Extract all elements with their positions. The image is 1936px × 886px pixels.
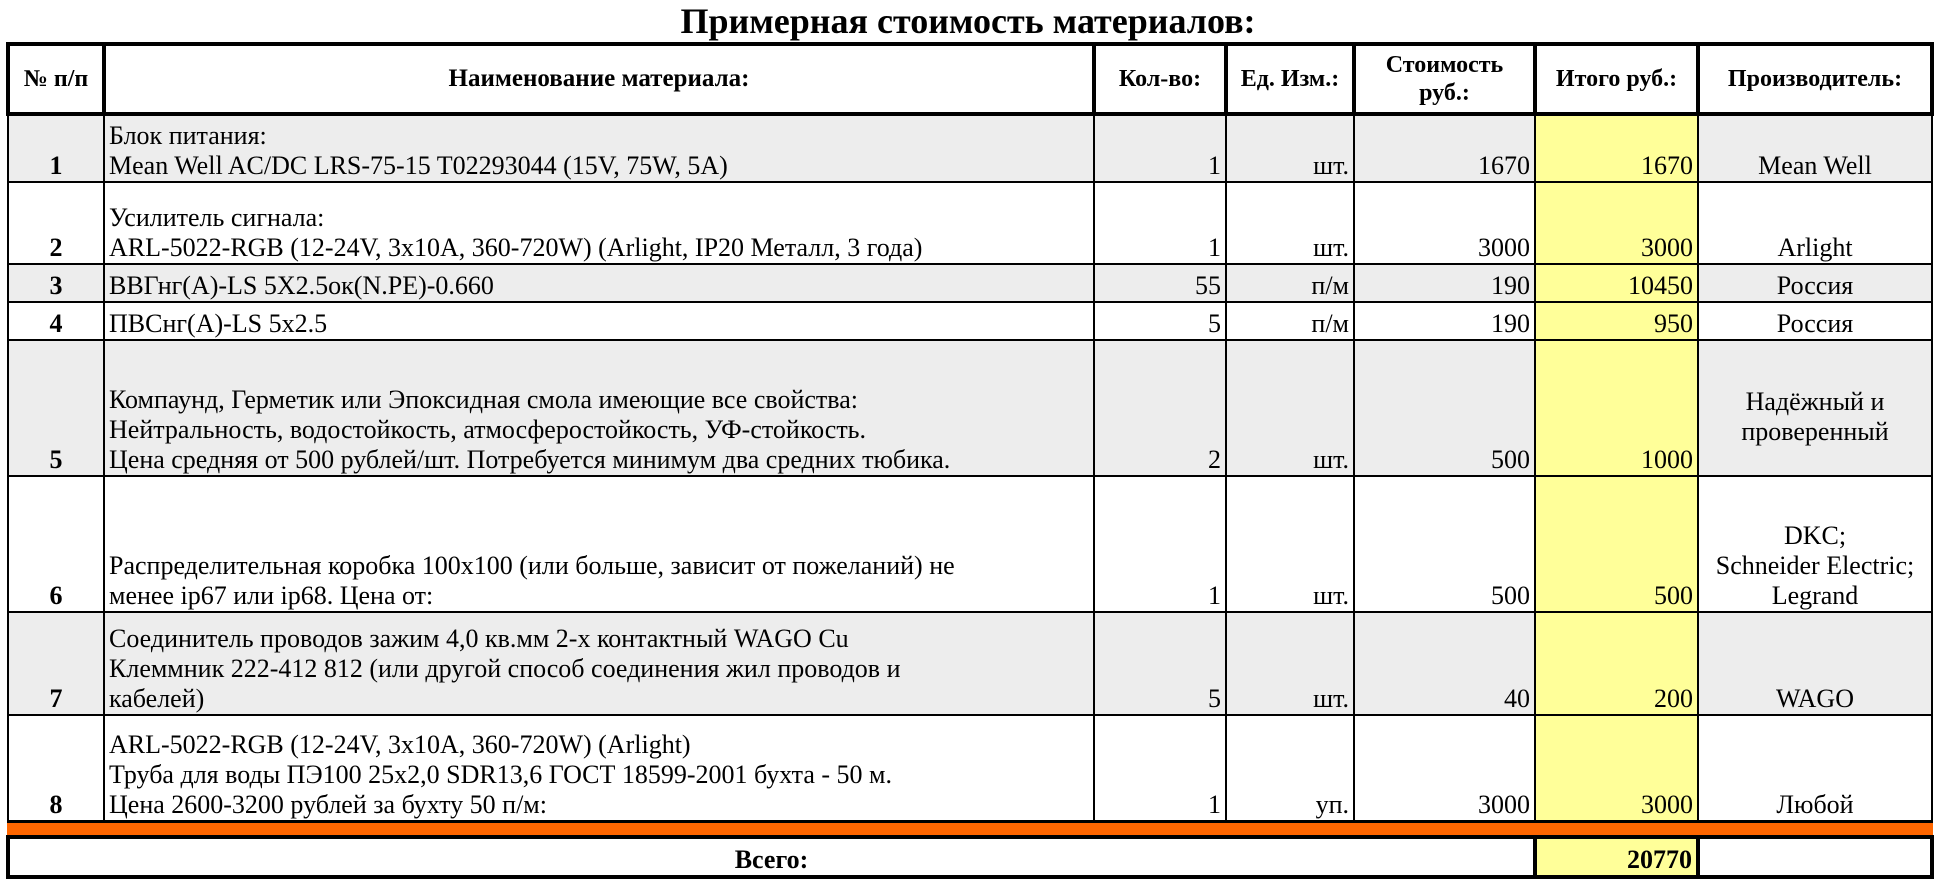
cell-num: 3 bbox=[8, 264, 104, 302]
cell-total: 500 bbox=[1535, 476, 1698, 612]
cell-price: 1670 bbox=[1354, 114, 1535, 182]
cell-price: 3000 bbox=[1354, 715, 1535, 821]
header-maker: Производитель: bbox=[1698, 44, 1932, 114]
header-unit: Ед. Изм.: bbox=[1226, 44, 1354, 114]
cell-qty: 5 bbox=[1094, 612, 1226, 715]
cell-name: Компаунд, Герметик или Эпоксидная смола имеющие все свойства: Нейтральность, водостойкость, атмосферостойкость, УФ-стойкость. Цена средняя от 500 рублей/шт. Потребуется минимум два средних тюбика. bbox=[104, 340, 1094, 476]
cell-name: Блок питания: Mean Well AC/DC LRS-75-15 T02293044 (15V, 75W, 5A) bbox=[104, 114, 1094, 182]
cell-unit: уп. bbox=[1226, 715, 1354, 821]
cell-total: 10450 bbox=[1535, 264, 1698, 302]
cell-price: 500 bbox=[1354, 340, 1535, 476]
page-title: Примерная стоимость материалов: bbox=[680, 1, 1256, 41]
cell-num: 6 bbox=[8, 476, 104, 612]
cell-unit: шт. bbox=[1226, 182, 1354, 264]
cell-num: 7 bbox=[8, 612, 104, 715]
cell-num: 8 bbox=[8, 715, 104, 821]
cell-price: 3000 bbox=[1354, 182, 1535, 264]
cell-total: 3000 bbox=[1535, 715, 1698, 821]
cell-price: 40 bbox=[1354, 612, 1535, 715]
cell-qty: 1 bbox=[1094, 476, 1226, 612]
table-row bbox=[8, 114, 1932, 182]
cell-total: 950 bbox=[1535, 302, 1698, 340]
cell-qty: 1 bbox=[1094, 114, 1226, 182]
cell-name: ВВГнг(А)-LS 5Х2.5ок(N.PE)-0.660 bbox=[104, 264, 1094, 302]
cell-total: 1000 bbox=[1535, 340, 1698, 476]
cell-maker: DKC; Schneider Electric; Legrand bbox=[1698, 476, 1932, 612]
total-empty-cell bbox=[1698, 837, 1932, 877]
cell-maker: Россия bbox=[1698, 264, 1932, 302]
separator-bar bbox=[8, 821, 1932, 837]
cell-qty: 1 bbox=[1094, 182, 1226, 264]
cell-unit: шт. bbox=[1226, 114, 1354, 182]
cell-name: Соединитель проводов зажим 4,0 кв.мм 2-х контактный WAGO Cu Клеммник 222-412 812 (или другой способ соединения жил проводов и кабелей) bbox=[104, 612, 1094, 715]
cell-unit: шт. bbox=[1226, 612, 1354, 715]
cell-total: 1670 bbox=[1535, 114, 1698, 182]
cell-price: 500 bbox=[1354, 476, 1535, 612]
cell-maker: Россия bbox=[1698, 302, 1932, 340]
cell-unit: п/м bbox=[1226, 302, 1354, 340]
cell-num: 2 bbox=[8, 182, 104, 264]
cell-price: 190 bbox=[1354, 302, 1535, 340]
cell-unit: шт. bbox=[1226, 340, 1354, 476]
table-row bbox=[8, 302, 1932, 340]
cell-num: 4 bbox=[8, 302, 104, 340]
cell-unit: шт. bbox=[1226, 476, 1354, 612]
cell-num: 5 bbox=[8, 340, 104, 476]
table-row bbox=[8, 182, 1932, 264]
cell-maker: Любой bbox=[1698, 715, 1932, 821]
cell-qty: 5 bbox=[1094, 302, 1226, 340]
cell-maker: WAGO bbox=[1698, 612, 1932, 715]
cell-name: ПВСнг(А)-LS 5х2.5 bbox=[104, 302, 1094, 340]
cell-maker: Надёжный и проверенный bbox=[1698, 340, 1932, 476]
cell-price: 190 bbox=[1354, 264, 1535, 302]
cell-name: ARL-5022-RGB (12-24V, 3x10A, 360-720W) (Arlight) Труба для воды ПЭ100 25х2,0 SDR13,6 ГОСТ 18599-2001 бухта - 50 м. Цена 2600-3200 рублей за бухту 50 п/м: bbox=[104, 715, 1094, 821]
separator-row bbox=[8, 821, 1932, 837]
header-qty: Кол-во: bbox=[1094, 44, 1226, 114]
table-row bbox=[8, 264, 1932, 302]
table-body bbox=[8, 114, 1932, 821]
total-label: Всего: bbox=[8, 837, 1535, 877]
cell-maker: Mean Well bbox=[1698, 114, 1932, 182]
cell-name: Усилитель сигнала: ARL-5022-RGB (12-24V, 3x10A, 360-720W) (Arlight, IP20 Металл, 3 года) bbox=[104, 182, 1094, 264]
cell-num: 1 bbox=[8, 114, 104, 182]
table-row bbox=[8, 612, 1932, 715]
header-row bbox=[8, 44, 1932, 114]
cell-qty: 1 bbox=[1094, 715, 1226, 821]
cell-qty: 55 bbox=[1094, 264, 1226, 302]
total-value: 20770 bbox=[1535, 837, 1698, 877]
total-row bbox=[8, 837, 1932, 877]
header-price: Стоимость руб.: bbox=[1354, 44, 1535, 114]
table-row bbox=[8, 340, 1932, 476]
cell-qty: 2 bbox=[1094, 340, 1226, 476]
cell-maker: Arlight bbox=[1698, 182, 1932, 264]
materials-table bbox=[6, 42, 1934, 879]
cell-name: Распределительная коробка 100х100 (или больше, зависит от пожеланий) не менее ip67 или ip68. Цена от: bbox=[104, 476, 1094, 612]
table-row bbox=[8, 476, 1932, 612]
header-num: № п/п bbox=[8, 44, 104, 114]
header-total: Итого руб.: bbox=[1535, 44, 1698, 114]
cell-total: 200 bbox=[1535, 612, 1698, 715]
header-name: Наименование материала: bbox=[104, 44, 1094, 114]
cell-unit: п/м bbox=[1226, 264, 1354, 302]
cell-total: 3000 bbox=[1535, 182, 1698, 264]
table-row bbox=[8, 715, 1932, 821]
